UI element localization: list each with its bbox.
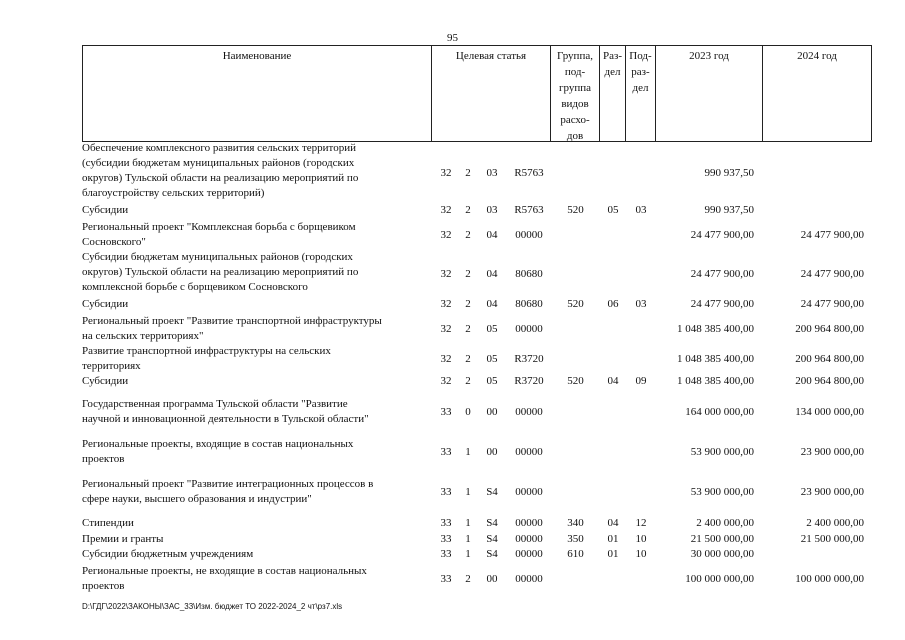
row-name — [82, 250, 432, 295]
cell-v2024: 23 900 000,00 — [800, 445, 864, 458]
row-name-line: Государственная программа Тульской области "Развитие — [82, 398, 348, 410]
row-name — [82, 344, 432, 374]
cell-a: 32 — [440, 228, 452, 241]
cell-b: 1 — [465, 517, 471, 529]
header-subsection — [626, 46, 656, 142]
cell-c: 05 — [486, 375, 498, 387]
cell-grp: 340 — [567, 517, 584, 529]
row-name — [82, 477, 432, 507]
row-name — [82, 203, 432, 218]
table-row — [82, 314, 872, 344]
cell-c: 04 — [486, 268, 498, 280]
row-name-line: Субсидии бюджетным учреждениям — [82, 548, 254, 560]
cell-v2024: 200 964 800,00 — [795, 322, 864, 335]
row-name-line: Стипендии — [82, 517, 134, 529]
cell-d: R5763 — [514, 166, 544, 179]
cell-c: 00 — [486, 572, 498, 585]
row-name-line: Субсидии — [82, 204, 129, 216]
cell-b: 2 — [465, 166, 471, 179]
cell-b: 2 — [465, 228, 471, 241]
cell-d: 00000 — [515, 485, 543, 498]
cell-d: 00000 — [515, 405, 543, 418]
row-name-line: Региональные проекты, не входящие в состав национальных — [82, 565, 367, 577]
row-name-line: Сосновского" — [82, 236, 146, 248]
table-row — [82, 532, 872, 547]
cell-v2024: 2 400 000,00 — [806, 517, 864, 529]
cell-a: 32 — [440, 298, 452, 310]
cell-a: 32 — [440, 322, 452, 335]
row-name-line: благоустройству сельских территорий) — [82, 187, 265, 199]
row-name — [82, 141, 432, 201]
header-2023: 2023 год — [656, 46, 763, 142]
cell-v2023: 24 477 900,00 — [690, 268, 754, 280]
cell-a: 33 — [440, 485, 452, 498]
cell-a: 33 — [440, 548, 452, 560]
cell-b: 2 — [465, 298, 471, 310]
table-row — [82, 344, 872, 374]
cell-v2023: 990 937,50 — [704, 204, 754, 216]
row-name-line: Развитие транспортной инфраструктуры на сельских — [82, 345, 331, 357]
row-name-line: Региональный проект "Развитие транспортной инфраструктуры — [82, 315, 382, 327]
cell-v2024: 200 964 800,00 — [795, 375, 864, 387]
cell-b: 2 — [465, 375, 471, 387]
header-line: Раз- — [602, 50, 622, 62]
cell-v2024: 134 000 000,00 — [795, 405, 864, 418]
cell-v2023: 53 900 000,00 — [690, 445, 754, 458]
cell-sec: 01 — [607, 548, 619, 560]
cell-v2024: 21 500 000,00 — [800, 533, 864, 545]
cell-sec: 04 — [607, 517, 619, 529]
table-row — [82, 374, 872, 389]
cell-v2023: 24 477 900,00 — [690, 298, 754, 310]
cell-sec: 05 — [607, 204, 619, 216]
header-group — [551, 46, 600, 142]
cell-v2023: 21 500 000,00 — [690, 533, 754, 545]
cell-d: 80680 — [515, 268, 543, 280]
cell-v2023: 990 937,50 — [704, 166, 754, 179]
cell-v2023: 24 477 900,00 — [690, 228, 754, 241]
table-row — [82, 477, 872, 507]
cell-c: 03 — [486, 166, 498, 179]
cell-c: S4 — [486, 517, 498, 529]
row-name — [82, 220, 432, 250]
cell-d: 00000 — [515, 322, 543, 335]
cell-v2024: 24 477 900,00 — [800, 228, 864, 241]
cell-b: 1 — [465, 533, 471, 545]
cell-b: 2 — [465, 572, 471, 585]
table-row — [82, 203, 872, 218]
row-name — [82, 547, 432, 562]
header-line: дел — [604, 66, 621, 78]
cell-b: 1 — [465, 445, 471, 458]
cell-sec: 01 — [607, 533, 619, 545]
cell-c: S4 — [486, 485, 498, 498]
header-line: дов — [566, 130, 584, 142]
header-line: видов — [561, 98, 589, 110]
cell-v2023: 1 048 385 400,00 — [677, 375, 754, 387]
row-name — [82, 397, 432, 427]
row-name-line: Премии и гранты — [82, 533, 164, 545]
cell-a: 33 — [440, 572, 452, 585]
cell-sec: 06 — [607, 298, 619, 310]
cell-a: 32 — [440, 352, 452, 365]
cell-d: 00000 — [515, 533, 543, 545]
cell-a: 32 — [440, 204, 452, 216]
cell-a: 32 — [440, 268, 452, 280]
cell-c: S4 — [486, 533, 498, 545]
row-name-line: на сельских территориях" — [82, 330, 204, 342]
row-name-line: сфере науки, высшего образования и индустрии" — [82, 493, 312, 505]
row-name-line: (субсидии бюджетам муниципальных районов (городских — [82, 157, 355, 169]
cell-d: R3720 — [514, 375, 544, 387]
cell-sub: 03 — [635, 298, 647, 310]
cell-v2023: 1 048 385 400,00 — [677, 352, 754, 365]
cell-b: 2 — [465, 352, 471, 365]
cell-b: 1 — [465, 485, 471, 498]
cell-v2023: 100 000 000,00 — [685, 572, 754, 585]
cell-d: 80680 — [515, 298, 543, 310]
table-row — [82, 141, 872, 201]
table-row — [82, 516, 872, 531]
cell-grp: 520 — [567, 375, 584, 387]
row-name-line: Субсидии — [82, 375, 129, 387]
cell-v2024: 24 477 900,00 — [800, 268, 864, 280]
row-name-line: округов) Тульской области на реализацию мероприятий по — [82, 172, 359, 184]
cell-sub: 10 — [635, 548, 647, 560]
table-row — [82, 437, 872, 467]
cell-v2023: 164 000 000,00 — [685, 405, 754, 418]
table-row — [82, 220, 872, 250]
cell-c: 03 — [486, 204, 498, 216]
row-name-line: округов) Тульской области на реализацию мероприятий по — [82, 266, 359, 278]
row-name-line: Обеспечение комплексного развития сельских территорий — [82, 142, 356, 154]
cell-v2024: 200 964 800,00 — [795, 352, 864, 365]
cell-b: 1 — [465, 548, 471, 560]
cell-grp: 350 — [567, 533, 584, 545]
cell-b: 0 — [465, 405, 471, 418]
page-number: 95 — [447, 32, 458, 44]
cell-d: R3720 — [514, 352, 544, 365]
file-path-footer: D:\ГДГ\2022\ЗАКОНЫ\ЗАС_33\Изм. бюджет ТО 2022-2024_2 чт\рз7.xls — [82, 602, 343, 611]
cell-v2024: 100 000 000,00 — [795, 572, 864, 585]
row-name — [82, 532, 432, 547]
row-name-line: Субсидии бюджетам муниципальных районов (городских — [82, 251, 353, 263]
row-name-line: Субсидии — [82, 298, 129, 310]
row-name-line: Региональный проект "Развитие интеграционных процессов в — [82, 478, 374, 490]
cell-b: 2 — [465, 268, 471, 280]
cell-d: 00000 — [515, 445, 543, 458]
cell-d: R5763 — [514, 204, 544, 216]
cell-c: 04 — [486, 298, 498, 310]
cell-sub: 03 — [635, 204, 647, 216]
cell-d: 00000 — [515, 228, 543, 241]
cell-grp: 520 — [567, 204, 584, 216]
row-name — [82, 516, 432, 531]
cell-a: 32 — [440, 166, 452, 179]
header-2024: 2024 год — [763, 46, 872, 142]
cell-a: 33 — [440, 405, 452, 418]
row-name-line: территориях — [82, 360, 141, 372]
header-line: расхо- — [560, 114, 590, 126]
row-name-line: Региональные проекты, входящие в состав национальных — [82, 438, 354, 450]
header-section — [600, 46, 626, 142]
cell-v2023: 1 048 385 400,00 — [677, 322, 754, 335]
cell-a: 33 — [440, 445, 452, 458]
row-name-line: комплексной борьбе с борщевиком Сосновского — [82, 281, 308, 293]
table-header — [82, 45, 872, 141]
row-name-line: проектов — [82, 580, 125, 592]
header-name: Наименование — [82, 46, 432, 142]
cell-sub: 09 — [635, 375, 647, 387]
header-line: группа — [558, 82, 592, 94]
cell-b: 2 — [465, 204, 471, 216]
cell-v2024: 23 900 000,00 — [800, 485, 864, 498]
cell-d: 00000 — [515, 572, 543, 585]
header-line: раз- — [631, 66, 650, 78]
cell-a: 33 — [440, 517, 452, 529]
row-name-line: проектов — [82, 453, 125, 465]
cell-v2024: 24 477 900,00 — [800, 298, 864, 310]
cell-d: 00000 — [515, 517, 543, 529]
row-name — [82, 437, 432, 467]
row-name-line: научной и инновационной деятельности в Тульской области" — [82, 413, 369, 425]
cell-sub: 12 — [635, 517, 647, 529]
row-name-line: Региональный проект "Комплексная борьба с борщевиком — [82, 221, 356, 233]
header-target: Целевая статья — [432, 46, 551, 142]
cell-c: S4 — [486, 548, 498, 560]
cell-a: 32 — [440, 375, 452, 387]
row-name — [82, 314, 432, 344]
cell-c: 05 — [486, 352, 498, 365]
cell-c: 04 — [486, 228, 498, 241]
cell-v2023: 53 900 000,00 — [690, 485, 754, 498]
cell-c: 00 — [486, 445, 498, 458]
cell-grp: 610 — [567, 548, 584, 560]
header-line: дел — [632, 82, 649, 94]
cell-c: 00 — [486, 405, 498, 418]
row-name — [82, 564, 432, 594]
header-line: Группа, — [557, 50, 593, 62]
table-row — [82, 397, 872, 427]
header-line: Под- — [629, 50, 652, 62]
cell-v2023: 30 000 000,00 — [690, 548, 754, 560]
cell-c: 05 — [486, 322, 498, 335]
cell-sec: 04 — [607, 375, 619, 387]
cell-sub: 10 — [635, 533, 647, 545]
cell-d: 00000 — [515, 548, 543, 560]
cell-v2023: 2 400 000,00 — [696, 517, 754, 529]
header-line: под- — [564, 66, 586, 78]
cell-b: 2 — [465, 322, 471, 335]
table-row — [82, 297, 872, 312]
cell-a: 33 — [440, 533, 452, 545]
table-row — [82, 564, 872, 594]
row-name — [82, 374, 432, 389]
table-row — [82, 547, 872, 562]
row-name — [82, 297, 432, 312]
cell-grp: 520 — [567, 298, 584, 310]
table-row — [82, 250, 872, 295]
